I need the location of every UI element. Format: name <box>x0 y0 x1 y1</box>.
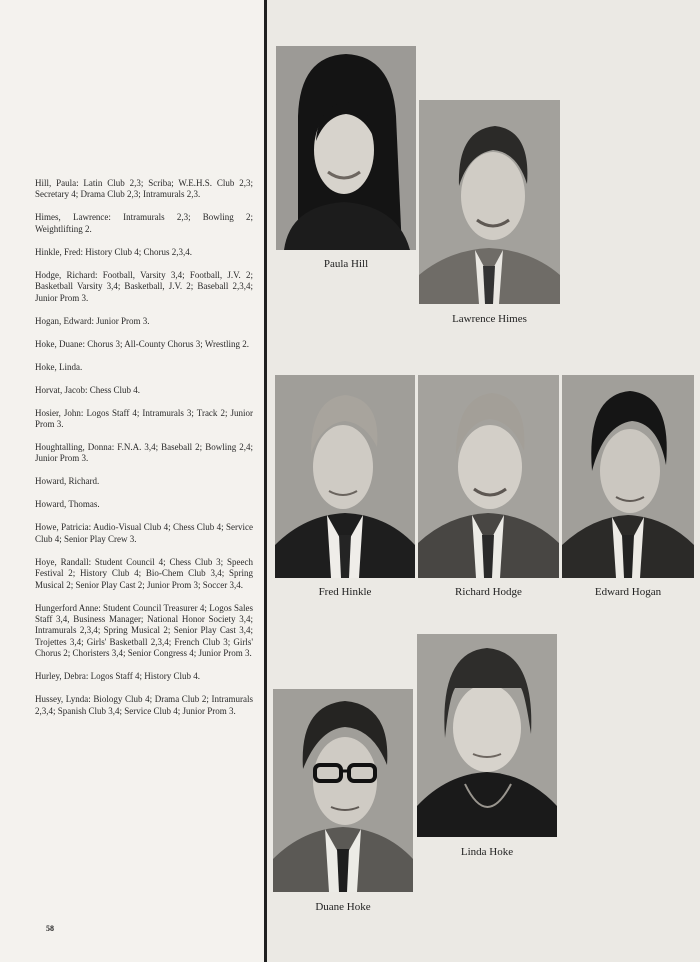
caption-richard-hodge: Richard Hodge <box>455 586 522 598</box>
portrait-photo-paula-hill <box>276 46 416 250</box>
entry-hoke-linda: Hoke, Linda. <box>35 361 83 372</box>
portrait-photo-duane-hoke <box>273 689 413 892</box>
entry-hodge-richard: Hodge, Richard: Football, Varsity 3,4; Football, J.V. 2; Basketball Varsity 3,4; Basketball, J.V. 2; Baseball 2,3,4; Junior Prom 3. <box>35 269 253 303</box>
caption-fred-hinkle: Fred Hinkle <box>318 586 372 598</box>
entry-hurley-debra: Hurley, Debra: Logos Staff 4; History Club 4. <box>35 671 200 682</box>
portrait-photo-edward-hogan <box>562 375 694 578</box>
caption-linda-hoke: Linda Hoke <box>460 846 514 858</box>
portrait-photo-linda-hoke <box>417 634 557 837</box>
portrait-photo-fred-hinkle <box>275 375 415 578</box>
entry-hoke-duane: Hoke, Duane: Chorus 3; All-County Chorus 3; Wrestling 2. <box>35 338 249 349</box>
entry-howard-richard: Howard, Richard. <box>35 476 100 487</box>
caption-paula-hill: Paula Hill <box>323 258 369 270</box>
entry-hosier-john: Hosier, John: Logos Staff 4; Intramurals 3; Track 2; Junior Prom 3. <box>35 407 253 430</box>
entry-himes-lawrence: Himes, Lawrence: Intramurals 2,3; Bowling 2; Weightlifting 2. <box>35 212 253 234</box>
entry-hungerford-anne: Hungerford Anne: Student Council Treasurer 4; Logos Sales Staff 3,4, Business Manager; National Honor Society 3,4; Intramurals 2,3,4; Spring Musical 2; Senior Play Cast 3,4; Trojettes 3,4; Girls' Basketball 2,3,4; French Club 3; Girls' Chorus 2; Choristers 3,4; Senior Congress 4; Junior Prom 3. <box>35 602 253 659</box>
caption-duane-hoke: Duane Hoke <box>315 901 371 913</box>
caption-lawrence-himes: Lawrence Himes <box>452 313 527 325</box>
portrait-photo-lawrence-himes <box>419 100 560 304</box>
entry-horvat-jacob: Horvat, Jacob: Chess Club 4. <box>35 384 140 395</box>
entry-hoye-randall: Hoye, Randall: Student Council 4; Chess Club 3; Speech Festival 2; History Club 4; Bio-Chem Club 3,4; Spring Musical 2; Senior Play Cast 2; Junior Prom 3; Soccer 3,4. <box>35 556 253 590</box>
page-number: 58 <box>46 924 54 933</box>
entry-howe-patricia: Howe, Patricia: Audio-Visual Club 4; Chess Club 4; Service Club 4; Senior Play Crew 3. <box>35 522 253 544</box>
entry-howard-thomas: Howard, Thomas. <box>35 499 100 510</box>
left-column <box>0 0 265 962</box>
entry-hogan-edward: Hogan, Edward: Junior Prom 3. <box>35 315 150 326</box>
caption-edward-hogan: Edward Hogan <box>594 586 662 598</box>
student-activity-list <box>35 178 253 729</box>
portrait-photo-richard-hodge <box>418 375 559 578</box>
entry-hill-paula: Hill, Paula: Latin Club 2,3; Scriba; W.E.H.S. Club 2,3; Secretary 4; Drama Club 2,3; Intramurals 2,3. <box>35 178 253 200</box>
entry-hinkle-fred: Hinkle, Fred: History Club 4; Chorus 2,3,4. <box>35 246 192 257</box>
entry-hussey-lynda: Hussey, Lynda: Biology Club 4; Drama Club 2; Intramurals 2,3,4; Spanish Club 3,4; Service Club 4; Junior Prom 3. <box>35 694 253 716</box>
entry-houghtalling-donna: Houghtalling, Donna: F.N.A. 3,4; Baseball 2; Bowling 2,4; Junior Prom 3. <box>35 442 253 464</box>
